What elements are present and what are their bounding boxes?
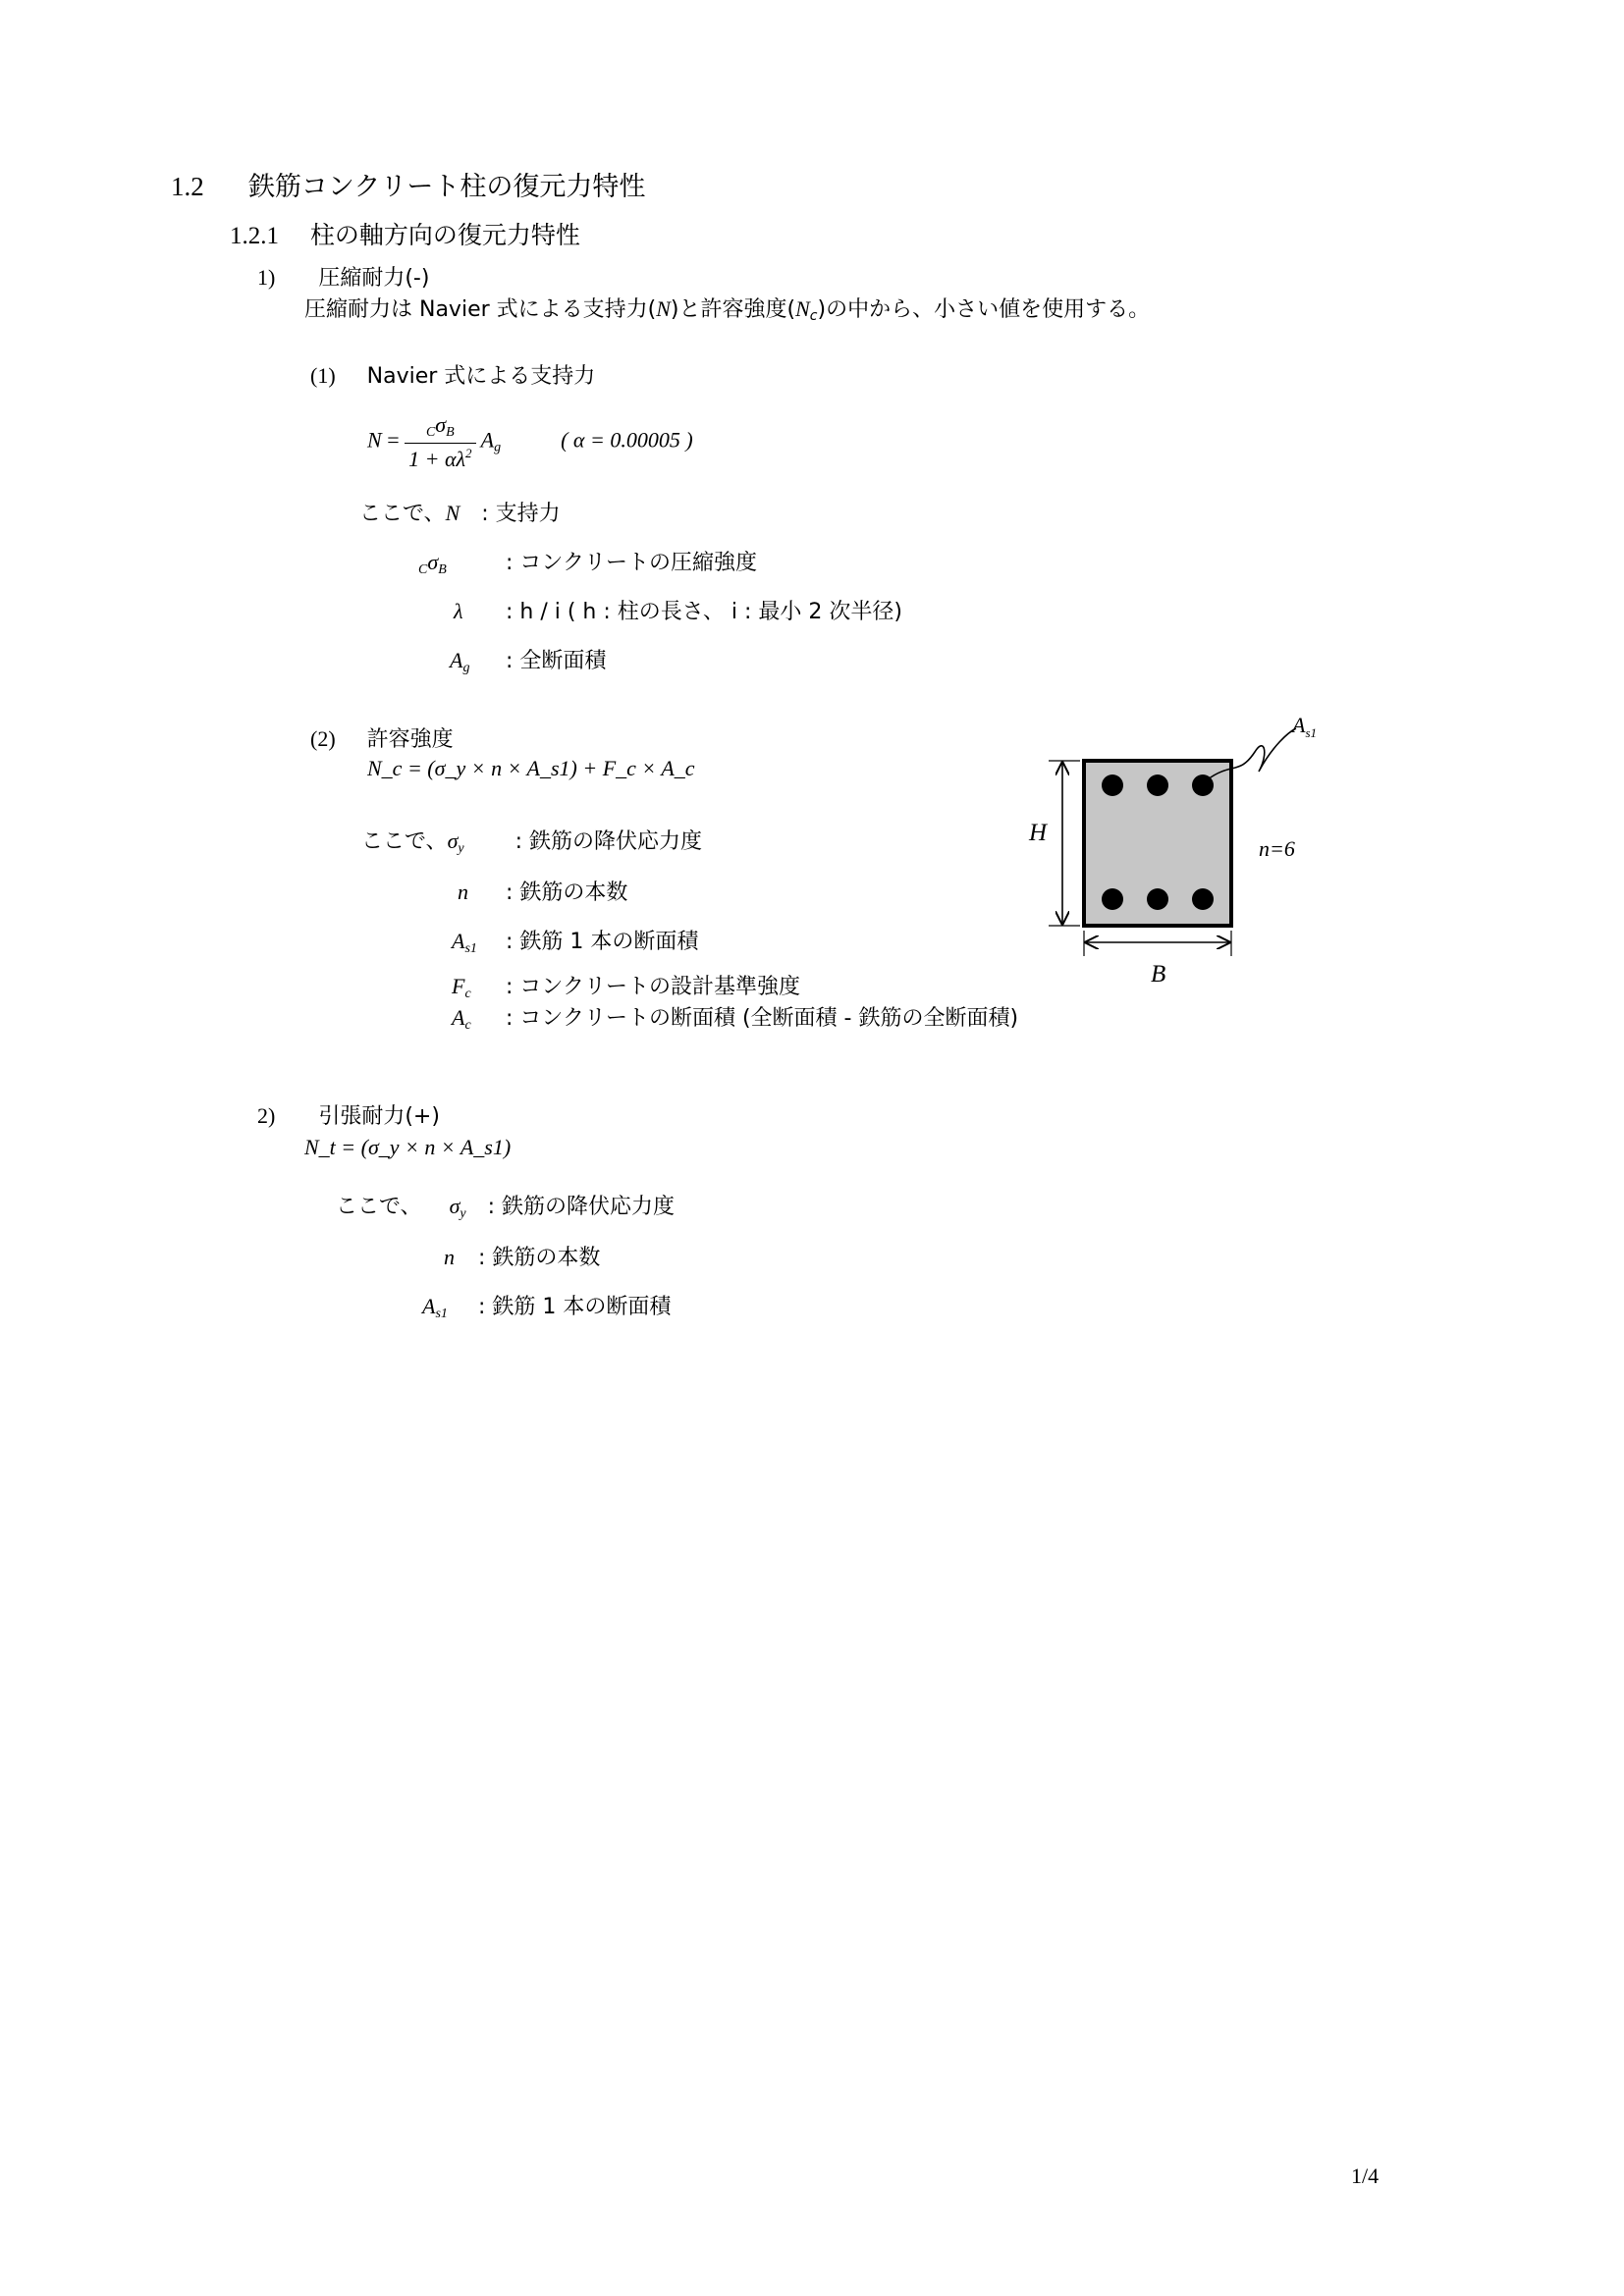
- rebar-dot: [1102, 888, 1123, 910]
- formula-equals: =: [387, 427, 400, 453]
- def-symbol: N: [445, 501, 460, 525]
- allowable-def-row: [458, 876, 627, 906]
- page-number: 1/4: [1351, 2163, 1380, 2188]
- navier-def-row: [454, 595, 902, 625]
- allowable-where-prefix: ここで、: [361, 829, 448, 854]
- rebar-dot: [1147, 774, 1168, 796]
- def-symbol: n: [458, 880, 468, 904]
- subsection-heading: [230, 216, 580, 251]
- tension-def-row: [444, 1241, 600, 1271]
- formula-fraction: [405, 412, 475, 472]
- def-symbol-sub: g: [462, 661, 470, 675]
- navier-def-row: [418, 546, 757, 578]
- def-description: : 全断面積: [506, 649, 607, 673]
- subsection-number: 1.2.1: [230, 223, 279, 249]
- def-description: : コンクリートの設計基準強度: [506, 975, 800, 999]
- def-symbol-sub: B: [438, 562, 447, 577]
- rebar-dot: [1147, 888, 1168, 910]
- def-symbol-sub: s1: [464, 941, 477, 956]
- intro-text-1: 圧縮耐力は Navier 式による支持力(: [304, 297, 657, 322]
- formula-lhs: N: [367, 427, 382, 453]
- def-symbol-sub: y: [458, 841, 464, 856]
- navier-title: Navier 式による支持力: [366, 364, 596, 389]
- allowable-title: 許容強度: [366, 727, 454, 752]
- section-heading: [171, 165, 645, 203]
- frac-den-sup: 2: [465, 446, 472, 460]
- navier-formula: [367, 412, 693, 472]
- def-description: : 鉄筋の本数: [478, 1246, 601, 1270]
- intro-text-2: )と許容強度(: [670, 297, 796, 322]
- navier-heading: [310, 359, 595, 390]
- def-symbol-sub: y: [460, 1206, 466, 1221]
- tension-def-row: [336, 1190, 675, 1222]
- navier-where-prefix: ここで、: [359, 502, 446, 526]
- formula-rhs-sub: g: [494, 440, 502, 455]
- allowable-number: (2): [310, 726, 336, 751]
- def-description: : 鉄筋 1 本の断面積: [506, 930, 699, 954]
- rebar-dot: [1102, 774, 1123, 796]
- label-h: H: [1029, 820, 1048, 846]
- def-symbol: σ: [447, 828, 459, 853]
- intro-symbol-nc: N: [795, 296, 810, 321]
- def-description: : コンクリートの圧縮強度: [506, 551, 757, 575]
- compression-intro: [304, 293, 1150, 324]
- tension-where-prefix: ここで、: [336, 1195, 422, 1219]
- def-description: : 鉄筋 1 本の断面積: [478, 1295, 672, 1319]
- section-title: 鉄筋コンクリート柱の復元力特性: [247, 172, 646, 202]
- def-symbol-sub: c: [464, 987, 471, 1001]
- def-symbol: A: [422, 1294, 436, 1318]
- frac-num-pre: C: [425, 425, 436, 440]
- label-as1: $A_{s1}$: [1292, 713, 1318, 740]
- intro-symbol-nc-sub: c: [809, 308, 818, 324]
- def-description: : 支持力: [481, 502, 561, 526]
- section-number: 1.2: [171, 172, 204, 201]
- formula-condition: ( α = 0.00005 ): [561, 427, 693, 453]
- subsection-title: 柱の軸方向の復元力特性: [309, 221, 580, 249]
- def-symbol: σ: [449, 1194, 460, 1218]
- tension-number: 2): [257, 1103, 276, 1128]
- formula-rhs: A: [480, 427, 495, 453]
- rebar-leader-line: [1208, 728, 1296, 779]
- def-symbol: λ: [454, 599, 463, 623]
- compression-title: 圧縮耐力(-): [318, 266, 430, 291]
- tension-def-row: [422, 1290, 671, 1322]
- compression-number: 1): [257, 265, 276, 290]
- def-symbol-sub: c: [464, 1018, 471, 1033]
- navier-number: (1): [310, 363, 336, 388]
- allowable-def-row: [452, 925, 698, 957]
- def-description: : h / i ( h : 柱の長さ、 i : 最小 2 次半径): [506, 600, 902, 624]
- navier-def-row: [450, 644, 606, 676]
- allowable-def-row: [452, 970, 800, 1002]
- def-symbol: σ: [427, 550, 439, 574]
- label-n: n=6: [1259, 836, 1295, 861]
- def-symbol: A: [452, 929, 465, 953]
- def-description: : 鉄筋の降伏応力度: [487, 1195, 676, 1219]
- def-symbol: F: [452, 974, 465, 998]
- navier-def-row: [359, 497, 561, 527]
- compression-heading: [257, 261, 429, 292]
- tension-heading: [257, 1099, 440, 1130]
- rebar-dot: [1192, 888, 1214, 910]
- allowable-formula: N_c = (σ_y × n × A_s1) + F_c × A_c: [367, 756, 695, 780]
- def-symbol-pre: C: [418, 562, 428, 577]
- frac-num-sigma: σ: [435, 412, 447, 437]
- label-b: B: [1151, 961, 1166, 988]
- tension-title: 引張耐力(+): [318, 1104, 440, 1129]
- allowable-def-row: [452, 1001, 1018, 1034]
- tension-formula: N_t = (σ_y × n × A_s1): [304, 1135, 512, 1159]
- def-symbol: n: [444, 1245, 455, 1269]
- frac-num-sub: B: [446, 425, 455, 440]
- intro-text-3: )の中から、小さい値を使用する。: [817, 297, 1151, 322]
- def-description: : コンクリートの断面積 (全断面積 - 鉄筋の全断面積): [506, 1006, 1019, 1031]
- column-section-figure: [1011, 707, 1345, 1001]
- allowable-heading: [310, 722, 454, 753]
- frac-den: 1 + αλ: [408, 447, 466, 471]
- allowable-def-row: [361, 825, 702, 857]
- def-symbol: A: [452, 1005, 465, 1030]
- def-symbol-sub: s1: [435, 1307, 448, 1321]
- intro-symbol-n: N: [656, 296, 671, 321]
- def-symbol: A: [450, 648, 463, 672]
- def-description: : 鉄筋の本数: [506, 881, 628, 905]
- def-description: : 鉄筋の降伏応力度: [514, 829, 703, 854]
